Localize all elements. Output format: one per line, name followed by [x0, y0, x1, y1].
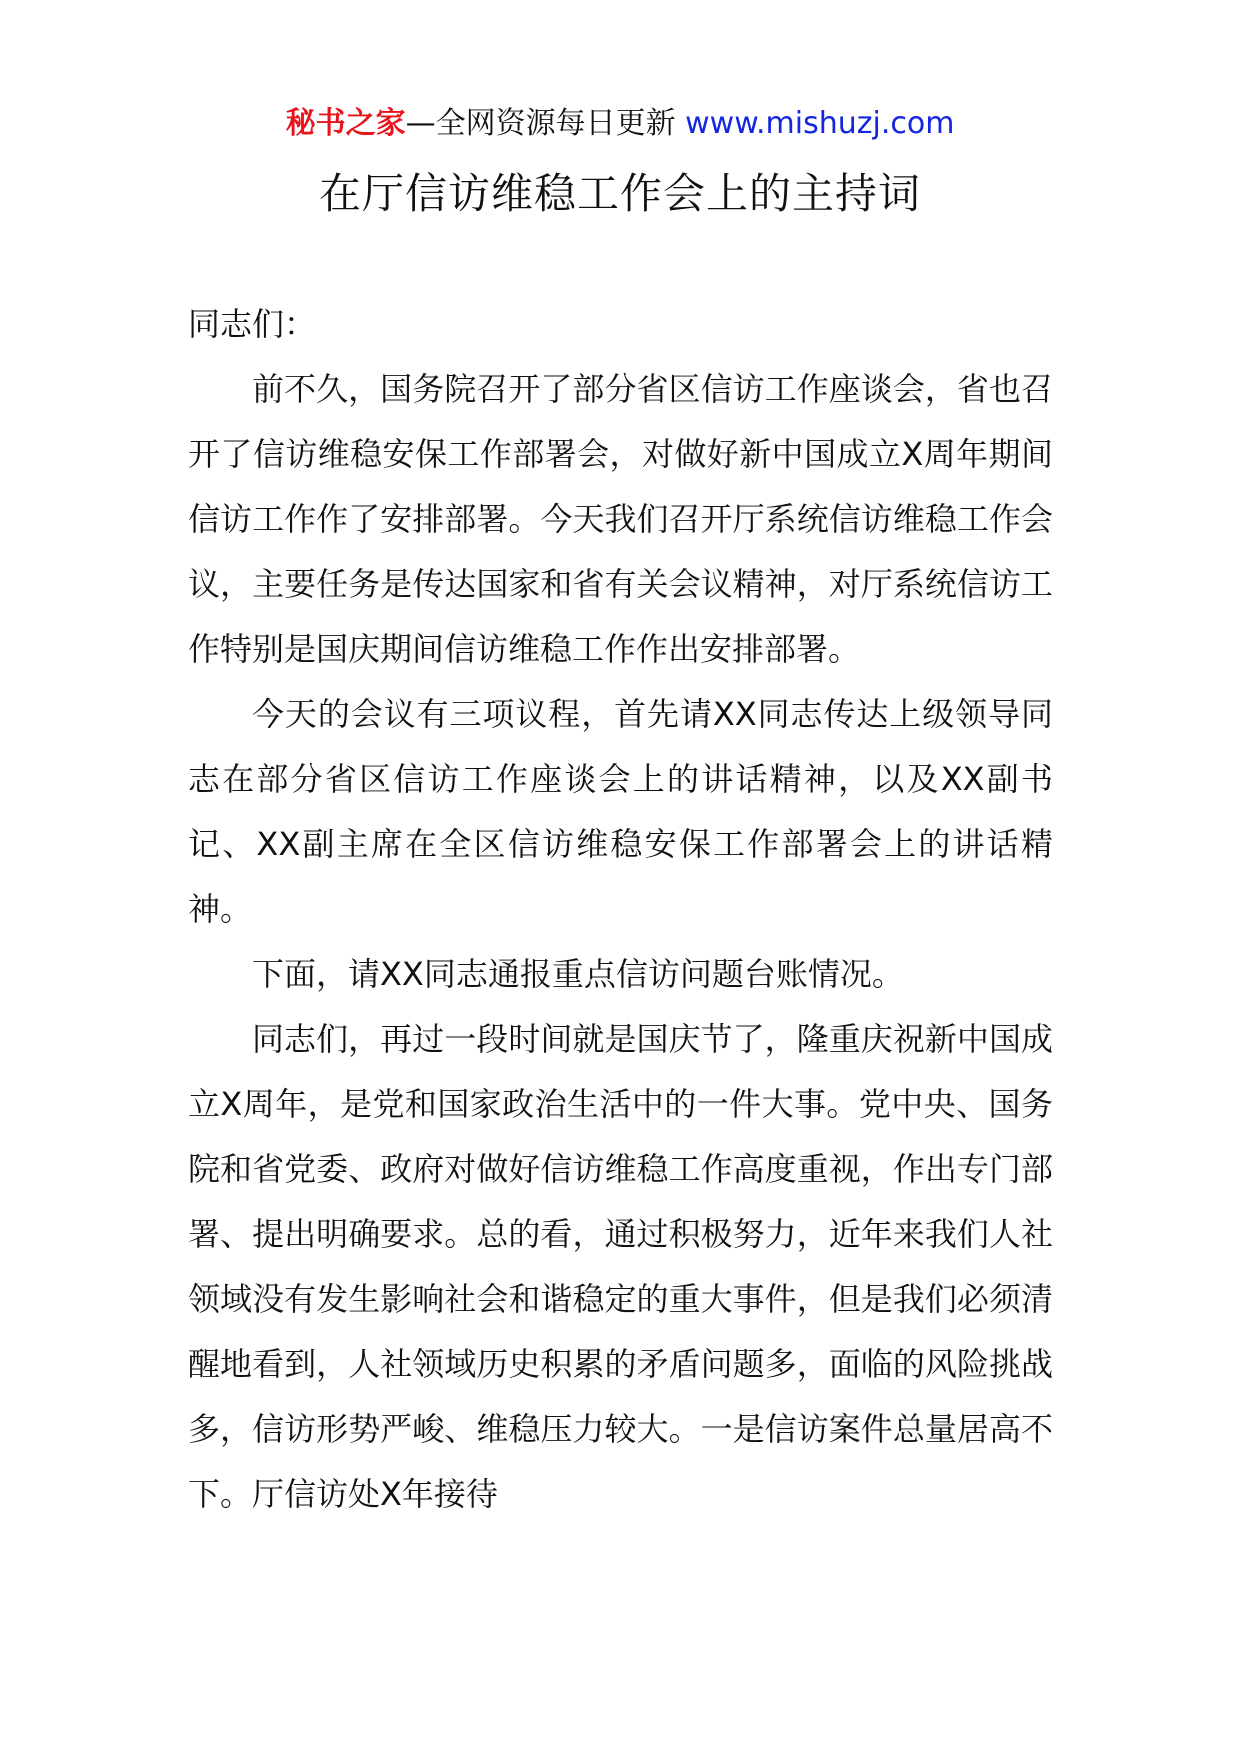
- paragraph: 今天的会议有三项议程，首先请XX同志传达上级领导同志在部分省区信访工作座谈会上的讲话精神，以及XX副书记、XX副主席在全区信访维稳安保工作部署会上的讲话精神。: [188, 695, 1053, 928]
- site-banner: [0, 104, 1240, 144]
- salutation: 同志们：: [188, 305, 317, 343]
- paragraph: 下面，请XX同志通报重点信访问题台账情况。: [252, 955, 904, 993]
- brand-name: 秘书之家: [285, 106, 406, 141]
- document-body: [188, 292, 1053, 1527]
- paragraph: 同志们，再过一段时间就是国庆节了，隆重庆祝新中国成立X周年，是党和国家政治生活中的一件大事。党中央、国务院和省党委、政府对做好信访维稳工作高度重视，作出专门部署、提出明确要求。总的看，通过积极努力，近年来我们人社领域没有发生影响社会和谐稳定的重大事件，但是我们必须清醒地看到，人社领域历史积累的矛盾问题多，面临的风险挑战多，信访形势严峻、维稳压力较大。一是信访案件总量居高不下。厅信访处X年接待: [188, 1020, 1053, 1513]
- banner-tagline: —全网资源每日更新: [405, 106, 686, 141]
- site-url-link[interactable]: www.mishuzj.com: [685, 106, 955, 141]
- paragraph: 前不久，国务院召开了部分省区信访工作座谈会，省也召开了信访维稳安保工作部署会，对做好新中国成立X周年期间信访工作作了安排部署。今天我们召开厅系统信访维稳工作会议，主要任务是传达国家和省有关会议精神，对厅系统信访工作特别是国庆期间信访维稳工作作出安排部署。: [188, 370, 1053, 668]
- document-title: 在厅信访维稳工作会上的主持词: [318, 169, 921, 218]
